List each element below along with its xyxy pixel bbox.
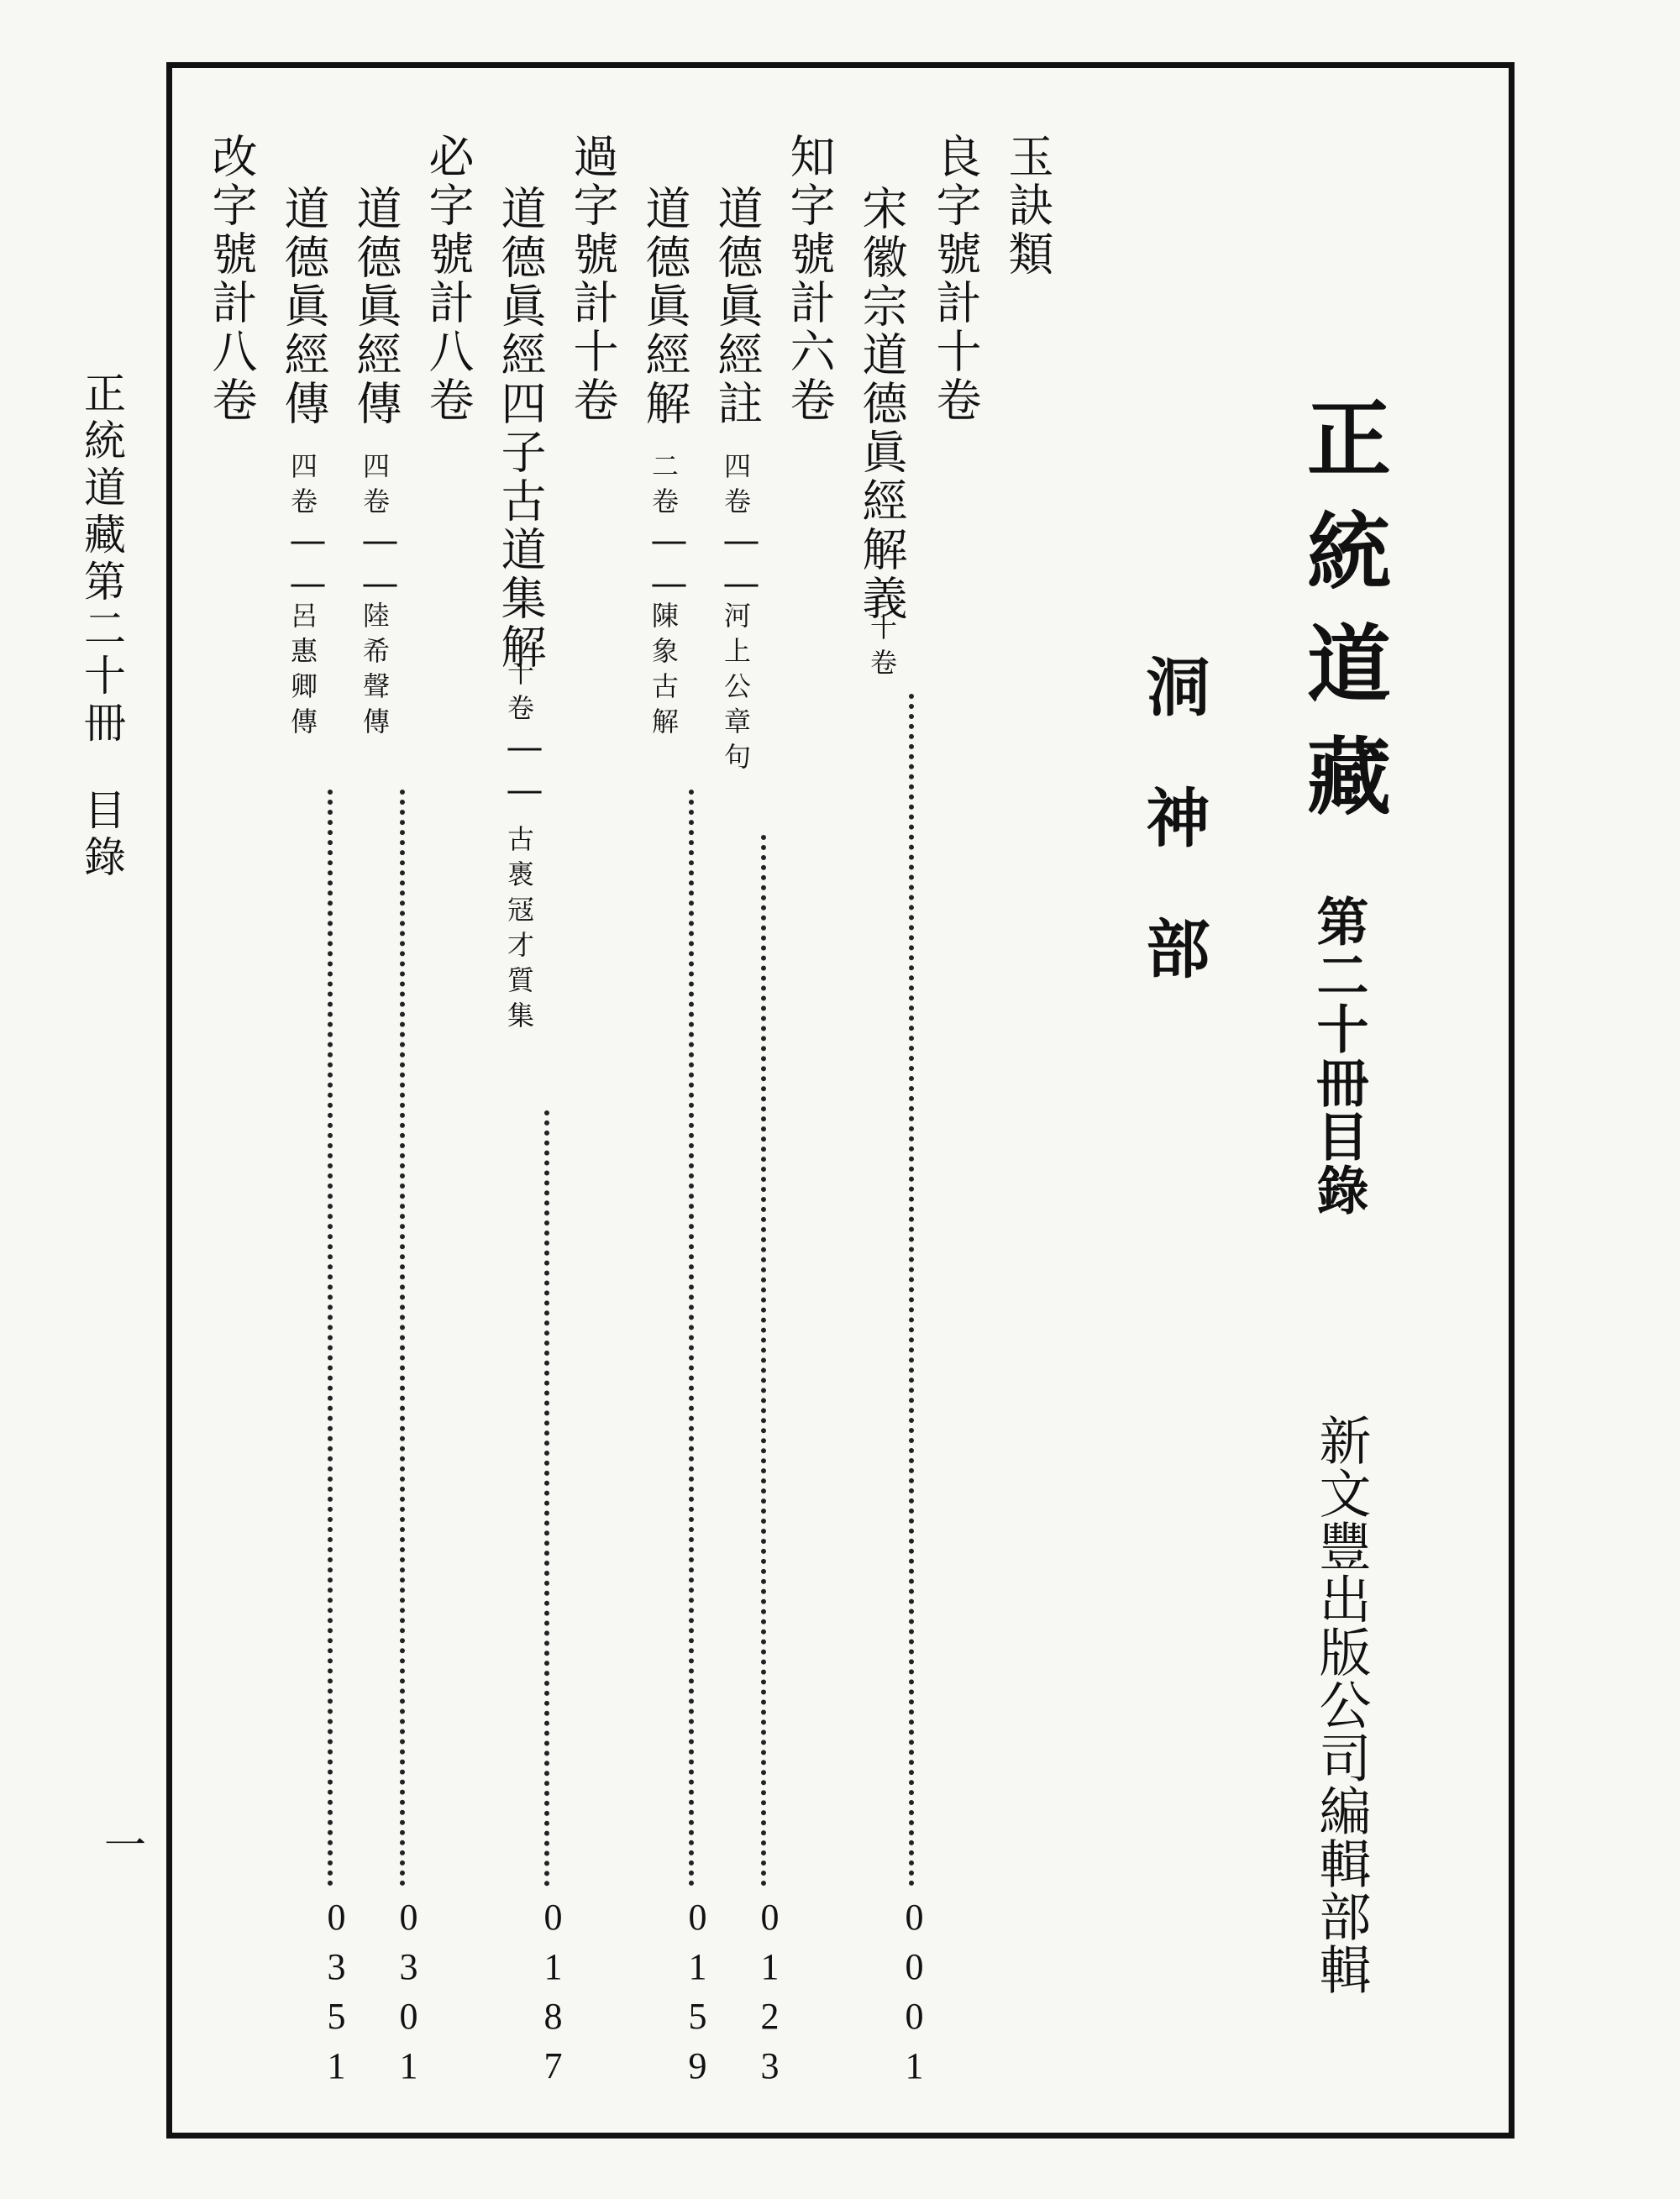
entry-page: 0123 — [749, 1897, 790, 2095]
entry-volumes: 二卷 — [648, 452, 680, 522]
entry-title: 道德眞經註 — [711, 185, 764, 428]
leader-dots — [761, 835, 766, 1887]
entry-volumes: 四卷 — [720, 452, 752, 522]
division-heading: 洞神部 — [1136, 653, 1210, 1047]
entry-page: 0159 — [677, 1897, 718, 2095]
entry-volumes: 四卷 — [286, 452, 318, 522]
entry-title: 道德眞經傳 — [277, 185, 330, 428]
entry-volumes: 十卷 — [503, 659, 535, 729]
toc-group-3: 過字號計十卷 — [566, 133, 619, 425]
entry-dash: —— — [648, 519, 690, 605]
entry-page: 0187 — [533, 1897, 574, 2095]
entry-title: 道德眞經四子古道集解 — [494, 185, 547, 672]
page-title: 正統道藏 — [1293, 395, 1392, 845]
entry-page: 0001 — [894, 1897, 935, 2095]
category-heading: 玉訣類 — [1001, 133, 1054, 279]
entry-title: 道德眞經解 — [638, 185, 691, 428]
entry-author: 陳象古解 — [648, 601, 680, 743]
entry-title: 道德眞經傳 — [349, 185, 402, 428]
publisher: 新文豐出版公司編輯部輯 — [1310, 1414, 1372, 1996]
entry-dash: —— — [359, 519, 402, 605]
leader-dots — [544, 1110, 549, 1887]
entry-dash: —— — [286, 519, 329, 605]
entry-dash: —— — [503, 726, 546, 811]
leader-dots — [400, 790, 405, 1887]
leader-dots — [689, 790, 694, 1887]
toc-group-5: 改字號計八卷 — [205, 133, 258, 425]
leader-dots — [328, 790, 333, 1887]
entry-author: 河上公章句 — [720, 601, 752, 778]
entry-author: 陸希聲傳 — [359, 601, 391, 743]
entry-volumes: 四卷 — [359, 452, 391, 522]
entry-author: 古褭冦才質集 — [503, 825, 535, 1037]
entry-page: 0351 — [316, 1897, 357, 2095]
leader-dots — [909, 694, 914, 1887]
entry-author: 呂惠卿傳 — [286, 601, 318, 743]
entry-volumes: 十卷 — [866, 613, 898, 684]
page-number: 一 — [97, 1823, 146, 1868]
margin-title: 正統道藏第二十冊 — [77, 371, 126, 748]
margin-section: 目錄 — [77, 788, 126, 882]
volume-subtitle: 第二十冊目錄 — [1308, 895, 1369, 1217]
entry-page: 0301 — [388, 1897, 429, 2095]
toc-group-1: 良字號計十卷 — [929, 133, 982, 425]
toc-group-4: 必字號計八卷 — [422, 133, 475, 425]
entry-dash: —— — [720, 519, 763, 605]
toc-group-2: 知字號計六卷 — [783, 133, 836, 425]
entry-title: 宋徽宗道德眞經解義 — [855, 185, 908, 623]
